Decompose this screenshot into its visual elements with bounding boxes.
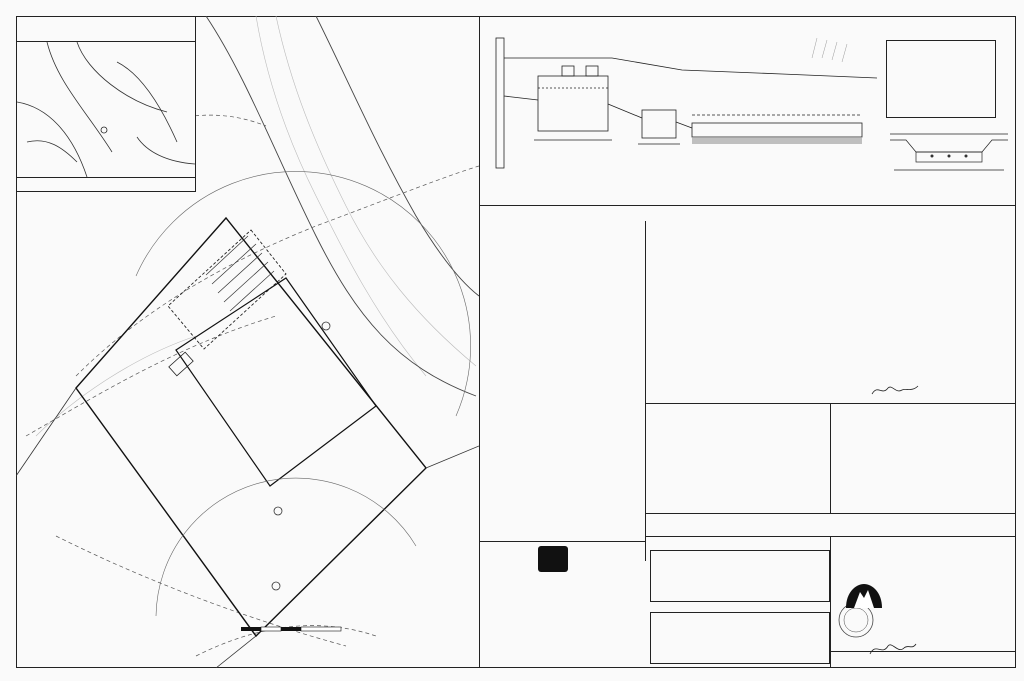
leach-section-drawing <box>886 126 1012 188</box>
elevations-table <box>886 40 996 118</box>
revisions-table <box>650 612 830 664</box>
company-logo <box>842 578 886 614</box>
locus-map-drawing <box>17 42 195 177</box>
profile-divider <box>480 205 1016 206</box>
engineer-signature <box>868 638 918 660</box>
evaluator-signature <box>870 382 920 398</box>
general-notes-box <box>480 221 646 541</box>
system-profile-drawing <box>482 18 882 193</box>
graphic-scale-bar <box>236 622 346 636</box>
legend-table <box>650 550 830 602</box>
digsafe-logo <box>536 546 572 586</box>
locus-map-box <box>16 16 196 192</box>
